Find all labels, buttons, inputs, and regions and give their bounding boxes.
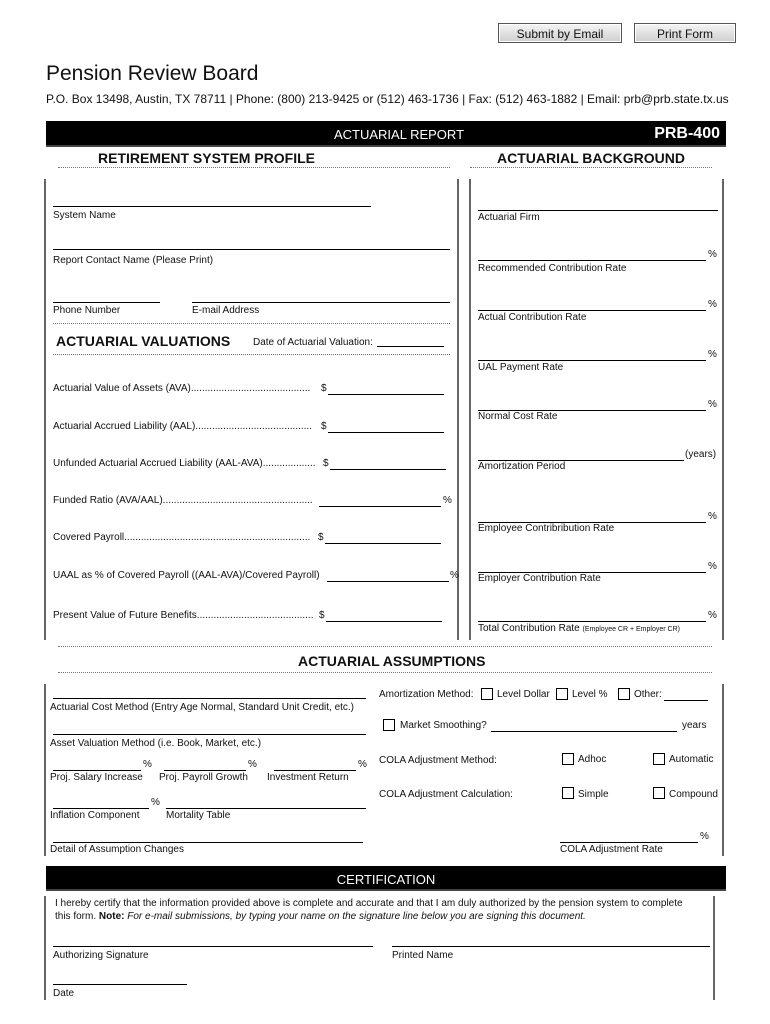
recommended-rate-label: Recommended Contribution Rate	[478, 263, 627, 274]
level-dollar-checkbox[interactable]	[481, 688, 493, 700]
divider	[44, 179, 46, 640]
assumption-changes-input[interactable]	[53, 831, 363, 843]
uaal-input[interactable]	[330, 458, 446, 470]
print-form-button[interactable]: Print Form	[634, 23, 736, 43]
mortality-table-label: Mortality Table	[166, 810, 231, 821]
actual-rate-label: Actual Contribution Rate	[478, 312, 587, 323]
ual-payment-rate-input[interactable]	[478, 349, 706, 361]
adhoc-checkbox[interactable]	[562, 753, 574, 765]
printed-name-input[interactable]	[392, 935, 710, 947]
aal-input[interactable]	[328, 421, 444, 433]
cola-calc-label: COLA Adjustment Calculation:	[379, 789, 513, 800]
system-name-label: System Name	[53, 210, 116, 221]
valuation-label: Unfunded Actuarial Accrued Liability (AAL-AVA)...................	[53, 458, 316, 469]
phone-input[interactable]	[53, 291, 160, 303]
page-title: Pension Review Board	[46, 62, 259, 85]
assumption-changes-label: Detail of Assumption Changes	[50, 844, 184, 855]
level-percent-checkbox[interactable]	[556, 688, 568, 700]
contact-info: P.O. Box 13498, Austin, TX 78711 | Phone: (800) 213-9425 or (512) 463-1736 | Fax: (512) 463-1882 | Email: prb@prb.state.tx.us	[46, 92, 729, 106]
valuation-row	[53, 570, 463, 584]
cost-method-input[interactable]	[53, 687, 366, 699]
percent-symbol: %	[248, 759, 257, 770]
report-contact-input[interactable]	[53, 238, 450, 250]
signature-label: Authorizing Signature	[53, 950, 149, 961]
divider	[53, 354, 450, 355]
adhoc-label: Adhoc	[578, 754, 607, 765]
salary-increase-input[interactable]	[53, 759, 141, 771]
percent-symbol: %	[151, 797, 160, 808]
cola-rate-label: COLA Adjustment Rate	[560, 844, 663, 855]
certification-heading: CERTIFICATION	[336, 872, 436, 887]
inflation-label: Inflation Component	[50, 810, 140, 821]
level-dollar-label: Level Dollar	[497, 689, 550, 700]
currency-symbol: $	[318, 532, 324, 543]
valuation-row	[53, 495, 453, 509]
form-title: ACTUARIAL REPORT	[333, 127, 465, 142]
note-text: For e-mail submissions, by typing your name on the signature line below you are signing this document.	[124, 911, 586, 922]
simple-checkbox[interactable]	[562, 787, 574, 799]
total-rate-text: Total Contribution Rate	[478, 623, 580, 634]
date-label: Date	[53, 988, 75, 999]
market-smoothing-label: Market Smoothing?	[400, 720, 487, 731]
percent-symbol: %	[143, 759, 152, 770]
amortization-period-label: Amortization Period	[478, 461, 566, 472]
recommended-rate-input[interactable]	[478, 249, 706, 261]
valuation-label: Funded Ratio (AVA/AAL)......................................................	[53, 495, 313, 506]
currency-symbol: $	[319, 610, 325, 621]
asset-method-input[interactable]	[53, 723, 366, 735]
employee-rate-input[interactable]	[478, 511, 706, 523]
years-unit: (years)	[685, 449, 717, 460]
valuation-label: Covered Payroll...................................................................	[53, 532, 311, 543]
mortality-table-input[interactable]	[166, 797, 366, 809]
funded-ratio-input[interactable]	[319, 495, 441, 507]
total-rate-input[interactable]	[478, 610, 706, 622]
valuation-label: Actuarial Value of Assets (AVA)...........................................	[53, 383, 311, 394]
total-rate-note: (Employee CR + Employer CR)	[582, 626, 680, 633]
valuation-label: Present Value of Future Benefits..........................................	[53, 610, 314, 621]
uaal-percent-input[interactable]	[327, 570, 449, 582]
valuation-date-label: Date of Actuarial Valuation:	[253, 337, 373, 348]
system-name-input[interactable]	[53, 195, 371, 207]
form-code: PRB-400	[654, 125, 720, 142]
background-heading: ACTUARIAL BACKGROUND	[497, 150, 685, 166]
valuation-label: UAAL as % of Covered Payroll ((AAL-AVA)/Covered Payroll)	[53, 570, 320, 581]
valuations-heading: ACTUARIAL VALUATIONS	[56, 333, 231, 349]
certification-statement: I hereby certify that the information provided above is complete and accurate and that I am duly authorized by the pension system to complete	[55, 898, 683, 909]
background-row	[478, 399, 718, 429]
divider	[469, 179, 471, 640]
employee-rate-label: Employee Contribribution Rate	[478, 523, 615, 534]
background-row	[478, 449, 722, 479]
amortization-period-input[interactable]	[478, 449, 684, 461]
divider	[53, 323, 450, 324]
background-row	[478, 349, 718, 379]
valuation-label: Actuarial Accrued Liability (AAL)..........................................	[53, 421, 312, 432]
valuation-date-input[interactable]	[377, 335, 444, 347]
ual-payment-rate-label: UAL Payment Rate	[478, 362, 564, 373]
phone-label: Phone Number	[53, 305, 121, 316]
signature-input[interactable]	[53, 935, 373, 947]
percent-symbol: %	[443, 495, 452, 506]
divider	[44, 896, 46, 1000]
payroll-growth-input[interactable]	[164, 759, 246, 771]
employer-rate-label: Employer Contribution Rate	[478, 573, 601, 584]
certification-bar	[46, 866, 726, 891]
divider	[58, 167, 450, 168]
years-label: years	[682, 720, 707, 731]
amortization-method-label: Amortization Method:	[379, 689, 474, 700]
normal-cost-rate-label: Normal Cost Rate	[478, 411, 558, 422]
assumptions-heading: ACTUARIAL ASSUMPTIONS	[298, 653, 486, 669]
asset-method-label: Asset Valuation Method (i.e. Book, Market, etc.)	[50, 738, 262, 749]
percent-symbol: %	[700, 831, 709, 842]
email-input[interactable]	[192, 291, 450, 303]
submit-by-email-button[interactable]: Submit by Email	[498, 23, 622, 43]
profile-heading: RETIREMENT SYSTEM PROFILE	[98, 150, 316, 166]
percent-symbol: %	[708, 511, 717, 522]
note-label: Note:	[98, 911, 125, 922]
percent-symbol: %	[450, 570, 459, 581]
cola-method-label: COLA Adjustment Method:	[379, 755, 497, 766]
investment-return-label: Investment Return	[267, 772, 349, 783]
certification-text: this form.	[55, 911, 99, 922]
printed-name-label: Printed Name	[392, 950, 454, 961]
percent-symbol: %	[708, 249, 717, 260]
percent-symbol: %	[358, 759, 367, 770]
market-smoothing-input[interactable]	[491, 720, 677, 732]
background-row	[478, 610, 718, 640]
valuation-row	[53, 458, 453, 472]
other-input[interactable]	[664, 689, 708, 701]
background-row	[478, 511, 718, 541]
valuation-row	[53, 383, 453, 397]
compound-label: Compound	[669, 789, 718, 800]
salary-increase-label: Proj. Salary Increase	[50, 772, 143, 783]
divider	[44, 684, 46, 856]
percent-symbol: %	[708, 399, 717, 410]
payroll-growth-label: Proj. Payroll Growth	[159, 772, 248, 783]
actuarial-firm-label: Actuarial Firm	[478, 212, 540, 223]
percent-symbol: %	[708, 610, 717, 621]
inflation-input[interactable]	[53, 797, 149, 809]
total-rate-label	[478, 623, 680, 634]
percent-symbol: %	[708, 561, 717, 572]
market-smoothing-checkbox[interactable]	[383, 719, 395, 731]
divider	[722, 684, 724, 856]
divider	[470, 167, 712, 168]
divider	[58, 646, 712, 647]
report-contact-label: Report Contact Name (Please Print)	[53, 255, 214, 266]
ava-input[interactable]	[328, 383, 444, 395]
date-input[interactable]	[53, 973, 187, 985]
pvfb-input[interactable]	[326, 610, 442, 622]
divider	[58, 672, 712, 673]
percent-symbol: %	[708, 299, 717, 310]
valuation-row	[53, 532, 453, 546]
other-label: Other:	[634, 689, 662, 700]
cola-rate-input[interactable]	[560, 831, 698, 843]
normal-cost-rate-input[interactable]	[478, 399, 706, 411]
investment-return-input[interactable]	[274, 759, 356, 771]
level-percent-label: Level %	[572, 689, 608, 700]
employer-rate-input[interactable]	[478, 561, 706, 573]
email-label: E-mail Address	[192, 305, 260, 316]
cost-method-label: Actuarial Cost Method (Entry Age Normal, Standard Unit Credit, etc.)	[50, 702, 355, 713]
background-row	[478, 249, 718, 279]
actual-rate-input[interactable]	[478, 299, 706, 311]
form-title-bar	[46, 121, 726, 147]
background-row	[478, 299, 718, 329]
valuation-row	[53, 421, 453, 435]
automatic-label: Automatic	[669, 754, 714, 765]
automatic-checkbox[interactable]	[653, 753, 665, 765]
compound-checkbox[interactable]	[653, 787, 665, 799]
divider	[722, 179, 724, 640]
currency-symbol: $	[321, 421, 327, 432]
actuarial-firm-input[interactable]	[478, 199, 718, 211]
currency-symbol: $	[321, 383, 327, 394]
background-row	[478, 561, 718, 591]
valuation-row	[53, 610, 453, 624]
covered-payroll-input[interactable]	[325, 532, 441, 544]
certification-note	[55, 911, 586, 922]
other-checkbox[interactable]	[618, 688, 630, 700]
simple-label: Simple	[578, 789, 609, 800]
divider	[713, 896, 715, 1000]
currency-symbol: $	[323, 458, 329, 469]
percent-symbol: %	[708, 349, 717, 360]
